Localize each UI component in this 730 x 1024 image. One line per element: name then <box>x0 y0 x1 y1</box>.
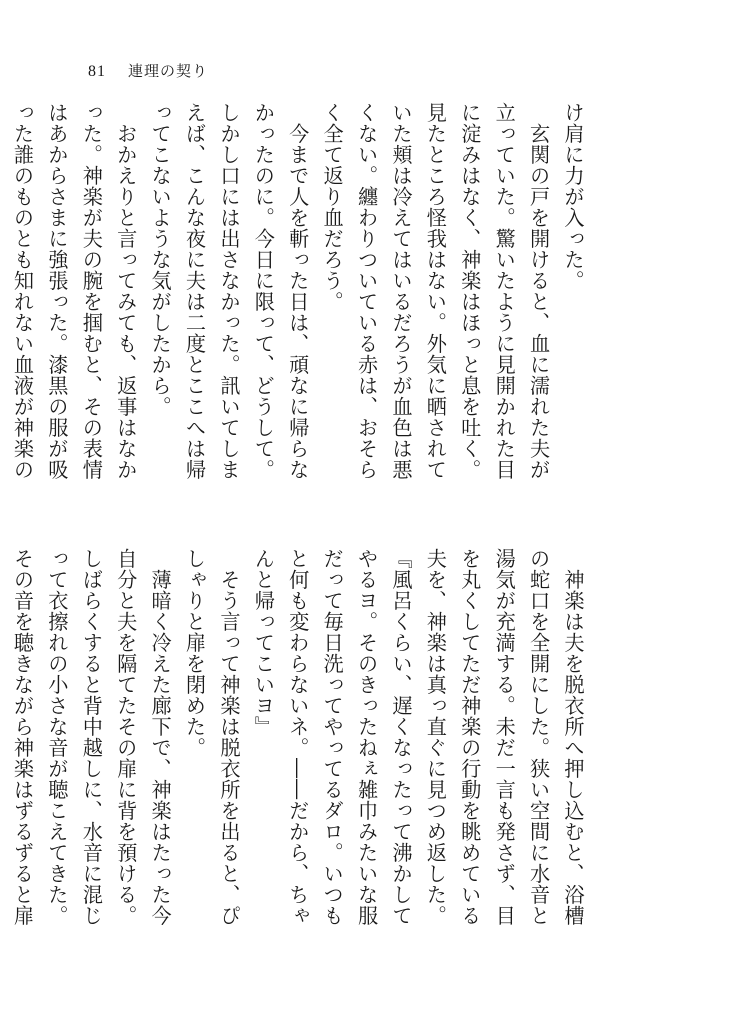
running-header <box>88 60 208 81</box>
paragraph: 薄暗く冷えた廊下で、神楽はたった今自分と夫を隔てたその扉に背を預ける。しばらくすると背中越しに、水音に混じって衣擦れの小さな音が聴こえてきた。その音を聴きながら神楽はずるずると扉 <box>10 548 173 926</box>
chapter-title: 連理の契り <box>128 62 209 80</box>
text-block-upper <box>10 102 590 484</box>
paragraph: 今まで人を斬った日は、頑なに帰らなかったのに。今日に限って、どうして。しかし口には出さなかった。訊いてしまえば、こんな夜に夫は二度とここへは帰ってこないような気がしたから。 <box>148 102 310 480</box>
text-block-lower <box>10 548 590 943</box>
paragraph: 神楽は夫を脱衣所へ押し込むと、浴槽の蛇口を全開にした。狭い空間に水音と湯気が充満する。未だ一言も発さず、目を丸くしてただ神楽の行動を眺めている夫を、神楽は真っ直ぐに見つめ返した。 <box>423 548 585 926</box>
page-number: 81 <box>88 63 106 80</box>
paragraph: おかえりと言ってみても、返事はなかった。神楽が夫の腕を掴むと、その表情はあからさまに強張った。漆黒の服が吸った誰のものとも知れない血液が神楽の <box>10 102 138 480</box>
paragraph: け肩に力が入った。 <box>561 102 585 291</box>
paragraph: 玄関の戸を開けると、血に濡れた夫が立っていた。驚いたように見開かれた目に淀みはなく、神楽はほっと息を吐く。見たところ怪我はない。外気に晒されていた頬は冷えてはいるだろうが血色は悪くない。纏わりついている赤は、おそらく全て返り血だろう。 <box>320 102 551 480</box>
paragraph: 『風呂くらい、遅くなったって沸かしてやるヨ。そのきったねぇ雑巾みたいな服だって毎日洗ってやってるダロ。いつもと何も変わらないネ。――だから、ちゃんと帰ってこいヨ』 <box>251 548 413 926</box>
paragraph: そう言って神楽は脱衣所を出ると、ぴしゃりと扉を閉めた。 <box>182 548 241 926</box>
